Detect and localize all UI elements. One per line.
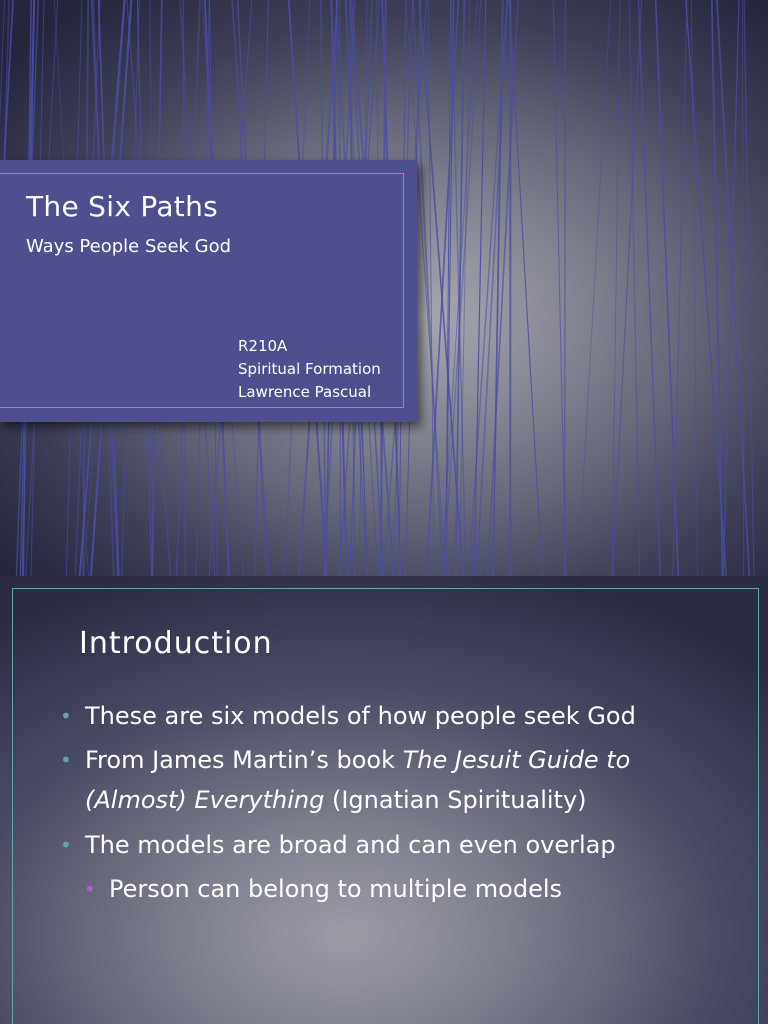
background-line	[613, 0, 642, 576]
background-line	[493, 0, 503, 576]
background-line	[717, 0, 750, 576]
background-line	[460, 0, 470, 576]
bullet-text-line2	[85, 780, 740, 820]
book-title-part2: (Almost) Everything	[85, 786, 325, 814]
background-line	[553, 0, 566, 576]
background-line	[441, 0, 477, 576]
background-line	[629, 0, 639, 576]
bullet-item	[60, 825, 740, 869]
slide-subtitle: Ways People Seek God	[26, 236, 232, 257]
background-line	[712, 0, 723, 576]
background-line	[413, 0, 443, 576]
bullet-text: From James Martin’s book	[85, 746, 403, 774]
course-code: R210A	[238, 337, 288, 355]
background-line	[509, 0, 542, 576]
course-name: Spiritual Formation	[238, 360, 381, 378]
background-line	[578, 0, 611, 576]
bullet-dot-icon: •	[60, 833, 72, 857]
background-line	[742, 0, 743, 576]
introduction-slide	[0, 576, 768, 1024]
bullet-dot-icon: •	[60, 704, 72, 728]
sub-bullet-item	[84, 869, 740, 913]
bullet-item	[60, 740, 740, 825]
intro-title: Introduction	[79, 626, 273, 661]
background-line	[474, 0, 486, 576]
background-line	[744, 0, 754, 576]
background-line	[565, 0, 566, 576]
bullet-list	[60, 696, 740, 913]
bullet-text-suffix: (Ignatian Spirituality)	[324, 786, 587, 814]
background-line	[444, 0, 481, 576]
background-line	[612, 0, 620, 576]
background-line	[656, 0, 679, 576]
background-line	[638, 0, 660, 576]
bullet-item	[60, 696, 740, 740]
background-line	[723, 0, 739, 576]
bullet-text: These are six models of how people seek God	[85, 702, 636, 730]
slide-title: The Six Paths	[26, 190, 218, 223]
sub-bullet-text: Person can belong to multiple models	[109, 875, 563, 903]
sub-bullet-dot-icon: •	[84, 877, 96, 901]
author-name: Lawrence Pascual	[238, 383, 372, 401]
bullet-dot-icon: •	[60, 748, 72, 772]
bullet-text: The models are broad and can even overlap	[85, 831, 616, 859]
book-title-part1: The Jesuit Guide to	[402, 746, 631, 774]
